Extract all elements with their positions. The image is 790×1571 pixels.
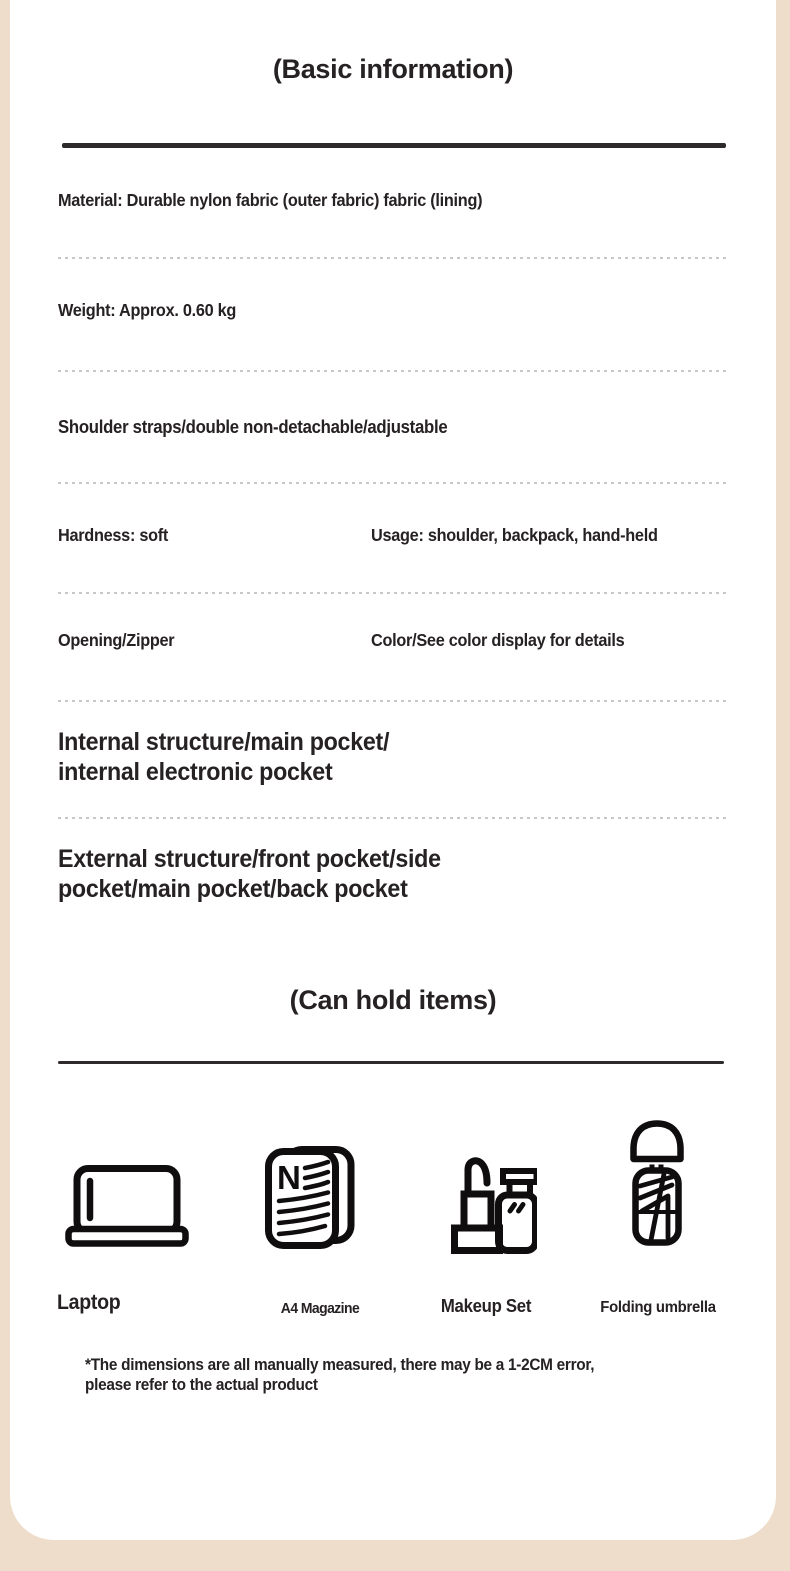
magazine-icon (265, 1146, 355, 1249)
umbrella-label: Folding umbrella (600, 1299, 716, 1316)
solid-divider (62, 143, 726, 148)
straps-row: Shoulder straps/double non-detachable/adjustable (58, 417, 448, 437)
external-structure-line2: pocket/main pocket/back pocket (58, 875, 408, 903)
makeup-set-icon (447, 1154, 537, 1254)
hardness-cell: Hardness: soft (58, 525, 169, 545)
internal-structure-line2: internal electronic pocket (58, 758, 333, 786)
external-structure-line1: External structure/front pocket/side (58, 845, 441, 873)
internal-structure-line1: Internal structure/main pocket/ (58, 728, 390, 756)
weight-row: Weight: Approx. 0.60 kg (58, 300, 237, 320)
usage-cell: Usage: shoulder, backpack, hand-held (371, 525, 658, 545)
basic-info-title: (Basic information) (272, 54, 514, 84)
dotted-divider (58, 370, 726, 372)
laptop-label: Laptop (57, 1291, 121, 1314)
measurement-note-line1: *The dimensions are all manually measured, there may be a 1-2CM error, (85, 1356, 595, 1374)
color-cell: Color/See color display for details (371, 630, 625, 650)
measurement-note (85, 1355, 633, 1395)
svg-text:N: N (277, 1159, 301, 1196)
internal-structure-row (58, 727, 414, 787)
opening-cell: Opening/Zipper (58, 630, 175, 650)
product-info-card (10, 0, 776, 1540)
material-row: Material: Durable nylon fabric (outer fabric) fabric (lining) (58, 190, 483, 210)
dotted-divider (58, 482, 726, 484)
measurement-note-line2: please refer to the actual product (85, 1376, 318, 1394)
can-hold-title: (Can hold items) (289, 985, 497, 1015)
solid-divider-thin (58, 1061, 724, 1064)
dotted-divider (58, 592, 726, 594)
laptop-icon (65, 1164, 189, 1248)
dotted-divider (58, 257, 726, 259)
magazine-label: A4 Magazine (280, 1300, 360, 1317)
dotted-divider (58, 700, 726, 702)
umbrella-icon (627, 1119, 687, 1247)
makeup-set-label: Makeup Set (440, 1296, 532, 1316)
dotted-divider (58, 817, 726, 819)
external-structure-row (58, 844, 470, 904)
